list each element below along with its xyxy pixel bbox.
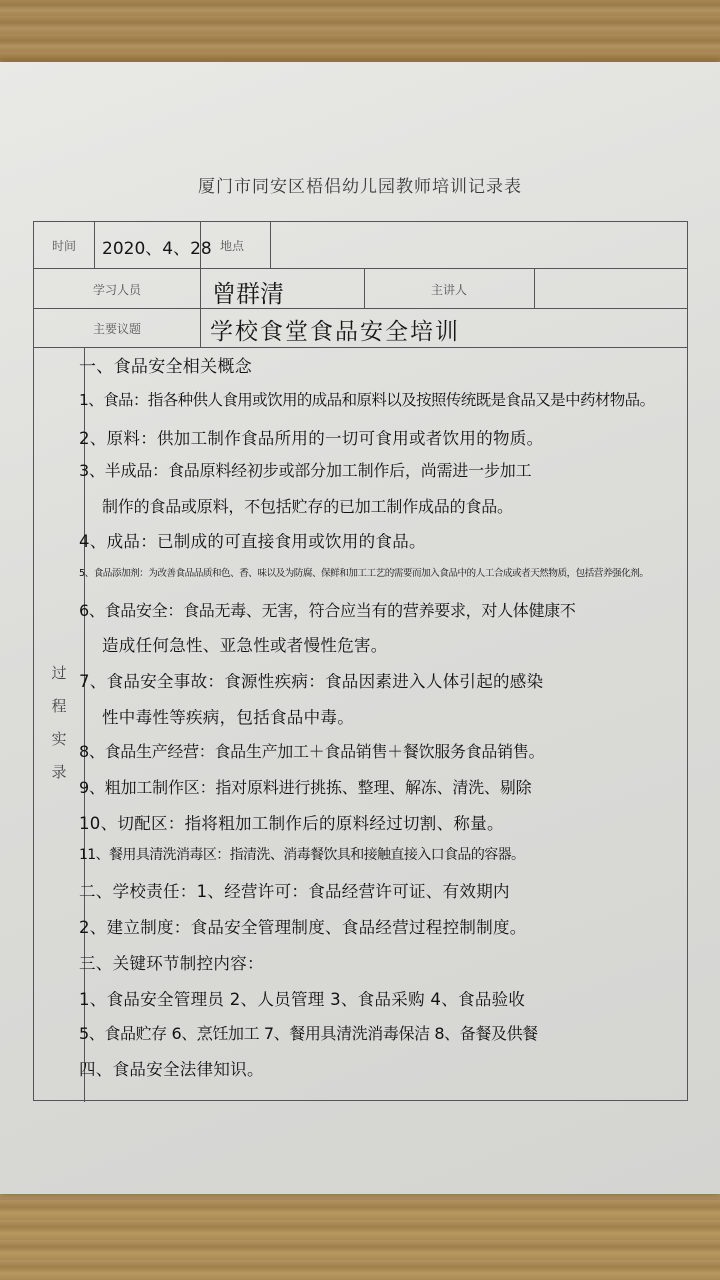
- learner-label: 学习人员: [92, 283, 141, 297]
- record-label-char: 录: [51, 763, 67, 781]
- record-label-char: 程: [51, 697, 67, 715]
- record-line: 一、食品安全相关概念: [79, 357, 252, 377]
- training-record-form: [33, 221, 688, 1101]
- record-line: 四、食品安全法律知识。: [79, 1060, 264, 1079]
- record-line: 6、食品安全：食品无毒、无害，符合应当有的营养要求，对人体健康不: [79, 601, 576, 620]
- record-line: 造成任何急性、亚急性或者慢性危害。: [102, 636, 388, 655]
- learner-value: 曾群清: [212, 280, 284, 308]
- record-line: 3、半成品：食品原料经初步或部分加工制作后，尚需进一步加工: [79, 461, 532, 480]
- topic-value: 学校食堂食品安全培训: [210, 319, 460, 345]
- record-line: 10、切配区：指将粗加工制作后的原料经过切割、称量。: [79, 814, 504, 833]
- record-line: 4、成品：已制成的可直接食用或饮用的食品。: [79, 532, 426, 551]
- record-line: 11、餐用具清洗消毒区：指清洗、消毒餐饮具和接触直接入口食品的容器。: [79, 847, 525, 863]
- speaker-label: 主讲人: [430, 283, 467, 297]
- row-divider: [34, 347, 687, 348]
- record-line: 2、原料：供加工制作食品所用的一切可食用或者饮用的物质。: [79, 429, 544, 448]
- record-label-char: 实: [51, 730, 67, 748]
- record-line: 7、食品安全事故：食源性疾病：食品因素进入人体引起的感染: [79, 672, 544, 691]
- record-line: 二、学校责任：1、经营许可：食品经营许可证、有效期内: [79, 882, 510, 901]
- record-line: 性中毒性等疾病，包括食品中毒。: [102, 708, 354, 727]
- record-line: 1、食品：指各种供人食用或饮用的成品和原料以及按照传统既是食品又是中药材物品。: [79, 391, 655, 409]
- desk-surface-top: [0, 0, 720, 70]
- column-divider: [94, 222, 95, 268]
- time-label: 时间: [51, 239, 76, 253]
- record-line: 制作的食品或原料，不包括贮存的已加工制作成品的食品。: [102, 497, 513, 516]
- record-line: 2、建立制度：食品安全管理制度、食品经营过程控制制度。: [79, 918, 527, 937]
- topic-label: 主要议题: [92, 322, 141, 336]
- time-value: 2020、4、28: [102, 239, 212, 259]
- column-divider: [534, 268, 535, 308]
- desk-surface-bottom: [0, 1190, 720, 1280]
- record-line: 三、关键环节制控内容：: [79, 954, 264, 973]
- document-title: 厦门市同安区梧侣幼儿园教师培训记录表: [198, 177, 522, 197]
- record-line: 5、食品贮存 6、烹饪加工 7、餐用具清洗消毒保洁 8、备餐及供餐: [79, 1024, 538, 1043]
- record-line: 8、食品生产经营：食品生产加工＋食品销售＋餐饮服务食品销售。: [79, 742, 545, 761]
- record-line: 5、食品添加剂：为改善食品品质和色、香、味以及为防腐、保鲜和加工工艺的需要而加入食品中的人工合成或者天然物质，包括营养强化剂。: [79, 568, 649, 579]
- record-label-char: 过: [51, 664, 67, 682]
- record-line: 1、食品安全管理员 2、人员管理 3、食品采购 4、食品验收: [79, 990, 526, 1009]
- place-label: 地点: [220, 239, 245, 253]
- column-divider: [270, 222, 271, 268]
- record-line: 9、粗加工制作区：指对原料进行挑拣、整理、解冻、清洗、剔除: [79, 778, 532, 797]
- row-divider: [34, 268, 687, 269]
- row-divider: [34, 308, 687, 309]
